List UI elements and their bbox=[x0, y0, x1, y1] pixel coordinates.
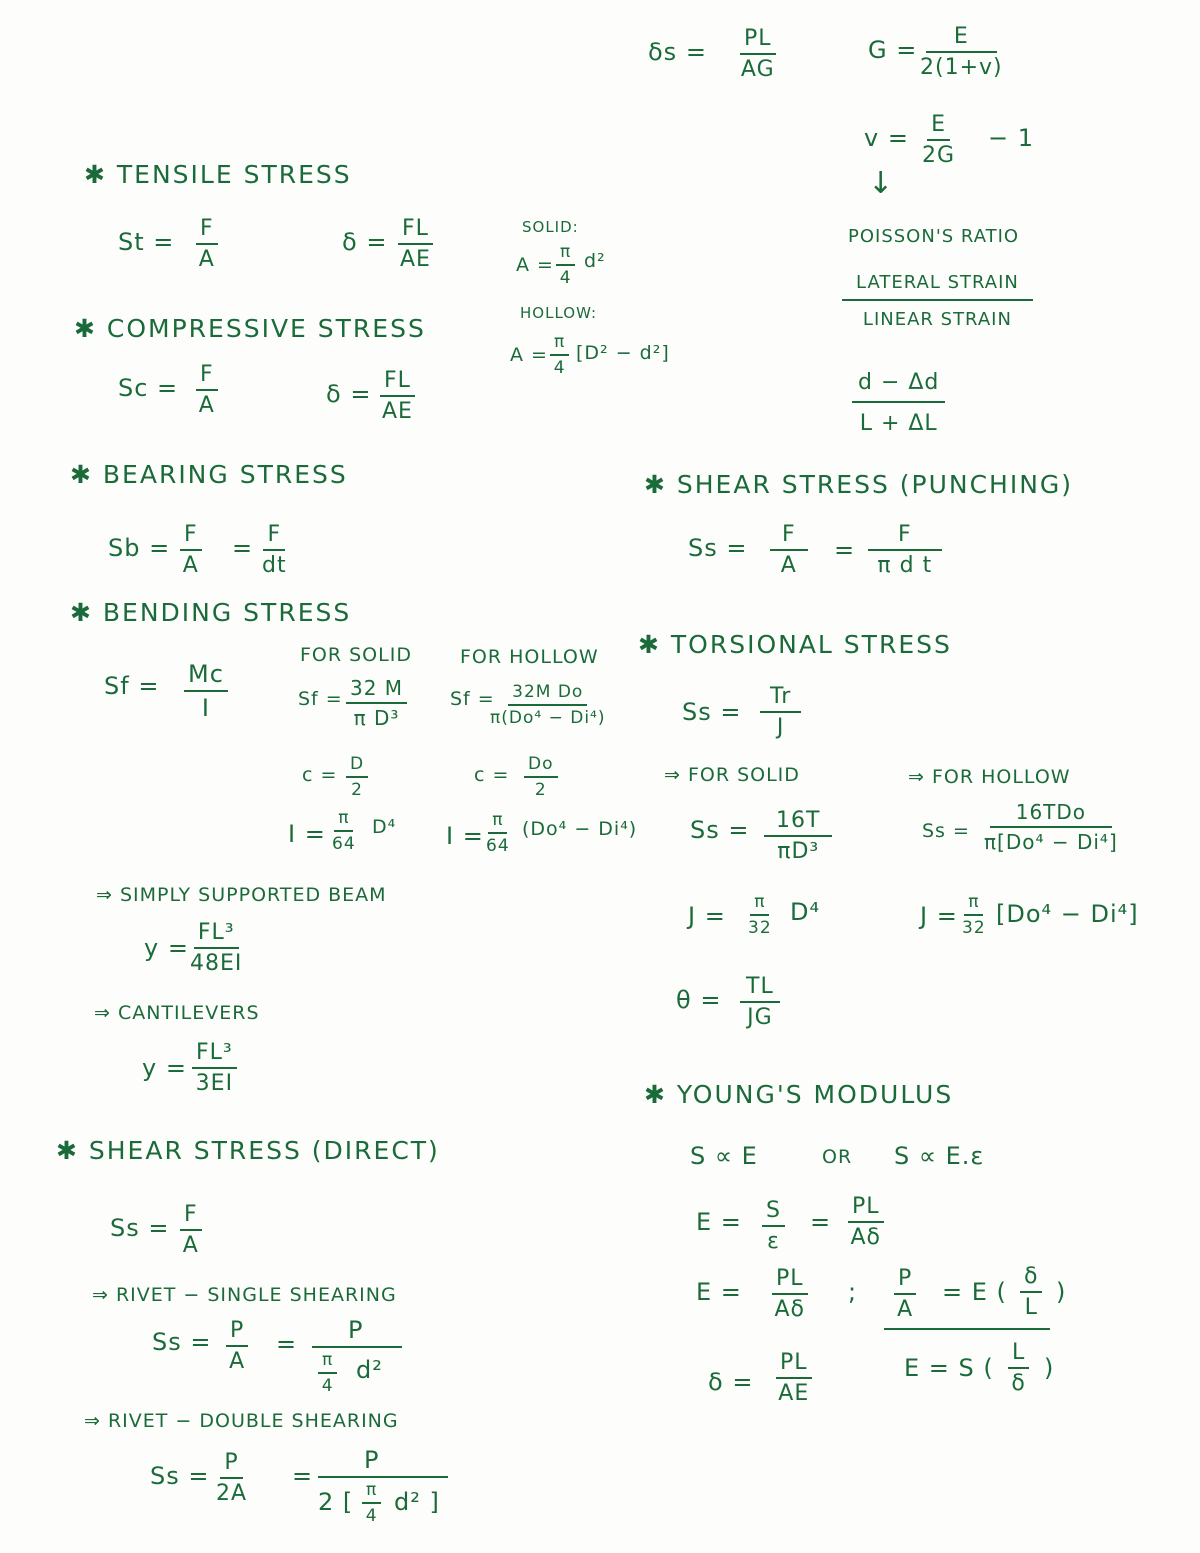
denominator: 2(1+v) bbox=[920, 55, 1003, 80]
close-paren: ) bbox=[1044, 1354, 1055, 1382]
denominator: A bbox=[182, 1233, 199, 1258]
fraction-bar bbox=[312, 1346, 402, 1348]
e1-fraction-1 bbox=[762, 1198, 785, 1254]
numerator: F bbox=[868, 522, 942, 551]
delta-fraction bbox=[776, 1350, 812, 1406]
two-bracket: 2 [ bbox=[318, 1488, 354, 1516]
hollow-area-fraction bbox=[550, 332, 569, 378]
semicolon: ; bbox=[848, 1278, 858, 1306]
proportional-1: S ∝ E bbox=[690, 1142, 758, 1170]
arrow-down-icon: ↓ bbox=[868, 166, 894, 201]
rivet-single-heading: ⇒ RIVET − SINGLE SHEARING bbox=[92, 1284, 397, 1306]
torsional-heading: ✱ TORSIONAL STRESS bbox=[638, 630, 952, 659]
hollow-sf-lhs: Sf = bbox=[450, 688, 495, 710]
poissons-ratio-label: POISSON'S RATIO bbox=[848, 226, 1020, 247]
sf-lhs: Sf = bbox=[104, 672, 160, 700]
s1-fraction-1 bbox=[226, 1318, 248, 1374]
denominator: L + ΔL bbox=[859, 411, 938, 436]
sb-fraction-2 bbox=[262, 522, 287, 578]
torsion-for-solid-label: ⇒ FOR SOLID bbox=[664, 764, 800, 786]
ss-direct-fraction bbox=[180, 1202, 202, 1258]
numerator: PL bbox=[772, 1266, 808, 1295]
denominator: π[Do⁴ − Di⁴] bbox=[984, 830, 1118, 854]
numerator: L bbox=[1008, 1340, 1029, 1369]
numerator: P bbox=[348, 1316, 364, 1344]
shear-direct-heading: ✱ SHEAR STRESS (DIRECT) bbox=[56, 1136, 440, 1165]
equals: = bbox=[810, 1208, 832, 1236]
denominator: A bbox=[198, 393, 215, 418]
torsion-solid-fraction bbox=[764, 808, 832, 864]
st-fraction bbox=[196, 216, 218, 272]
c-hollow-fraction bbox=[524, 754, 558, 800]
pa-fraction bbox=[894, 1266, 916, 1322]
numerator: F bbox=[196, 362, 218, 391]
theta-fraction bbox=[740, 974, 780, 1030]
denominator: A bbox=[182, 553, 199, 578]
numerator: E bbox=[926, 24, 997, 53]
c-solid-fraction bbox=[346, 754, 368, 800]
numerator: F bbox=[180, 1202, 202, 1231]
denominator: 3EI bbox=[195, 1071, 234, 1096]
numerator: 32 M bbox=[346, 676, 407, 704]
close-paren: ) bbox=[1056, 1278, 1067, 1306]
g-fraction bbox=[920, 24, 1003, 80]
strain-fraction bbox=[1020, 1264, 1042, 1320]
g-lhs: G = bbox=[868, 36, 918, 64]
y2-fraction bbox=[192, 1040, 237, 1096]
numerator: F bbox=[770, 522, 808, 551]
torsion-for-hollow-label: ⇒ FOR HOLLOW bbox=[908, 766, 1071, 788]
strain-ratio-fraction bbox=[842, 272, 1033, 330]
numerator: S bbox=[762, 1198, 785, 1227]
numerator: π bbox=[750, 892, 769, 916]
denominator: A bbox=[897, 1297, 914, 1322]
denominator: AE bbox=[399, 247, 431, 272]
youngs-modulus-heading: ✱ YOUNG'S MODULUS bbox=[644, 1080, 954, 1109]
e2-fraction bbox=[772, 1266, 808, 1322]
numerator: FL bbox=[398, 216, 433, 245]
compressive-delta-fraction bbox=[380, 368, 415, 424]
j-hollow-fraction bbox=[962, 892, 986, 938]
ss-direct-lhs: Ss = bbox=[110, 1214, 170, 1242]
denominator: δ bbox=[1011, 1371, 1026, 1396]
compressive-delta-lhs: δ = bbox=[326, 380, 372, 408]
denominator: 2G bbox=[922, 143, 956, 168]
fraction-bar bbox=[318, 1476, 448, 1478]
numerator: π bbox=[550, 332, 569, 356]
s1-lhs: Ss = bbox=[152, 1328, 212, 1356]
delta-s-fraction bbox=[740, 26, 776, 82]
for-solid-label: FOR SOLID bbox=[300, 644, 412, 666]
c-solid-lhs: c = bbox=[302, 764, 338, 786]
c-hollow-lhs: c = bbox=[474, 764, 510, 786]
denominator: A bbox=[780, 553, 797, 578]
denominator: AE bbox=[778, 1381, 810, 1406]
i-hollow-fraction bbox=[486, 810, 510, 856]
numerator: P bbox=[220, 1450, 242, 1479]
s2-lhs: Ss = bbox=[150, 1462, 210, 1490]
numerator: δ bbox=[1020, 1264, 1042, 1293]
delta-s-lhs: δs = bbox=[648, 38, 707, 66]
hollow-area-lhs: A = bbox=[510, 344, 548, 366]
sc-fraction bbox=[196, 362, 218, 418]
s2-fraction-1 bbox=[216, 1450, 247, 1506]
denominator: AE bbox=[381, 399, 413, 424]
sb-lhs: Sb = bbox=[108, 534, 171, 562]
i-solid-lhs: I = bbox=[288, 820, 326, 848]
denominator: 32 bbox=[962, 918, 986, 938]
hollow-label: HOLLOW: bbox=[520, 304, 598, 322]
denominator: 4 bbox=[553, 358, 566, 378]
numerator: π bbox=[334, 808, 353, 832]
e3-fraction bbox=[1008, 1340, 1029, 1396]
tensile-delta-lhs: δ = bbox=[342, 228, 388, 256]
i-solid-rhs: D⁴ bbox=[372, 816, 397, 838]
denominator: J bbox=[776, 715, 785, 740]
e3-lhs: E = S ( bbox=[904, 1354, 994, 1382]
cantilevers-heading: ⇒ CANTILEVERS bbox=[94, 1002, 260, 1024]
numerator: FL³ bbox=[192, 1040, 237, 1069]
equals-e-paren: = E ( bbox=[942, 1278, 1007, 1306]
denominator: 48EI bbox=[190, 951, 243, 976]
bearing-heading: ✱ BEARING STRESS bbox=[70, 460, 348, 489]
y2-lhs: y = bbox=[142, 1054, 187, 1082]
numerator: P bbox=[364, 1446, 380, 1474]
sf-fraction bbox=[184, 660, 228, 722]
numerator: π bbox=[318, 1350, 337, 1374]
shear-punching-heading: ✱ SHEAR STRESS (PUNCHING) bbox=[644, 470, 1074, 499]
solid-label: SOLID: bbox=[522, 218, 579, 236]
j-solid-fraction bbox=[748, 892, 772, 938]
denominator: ε bbox=[767, 1229, 780, 1254]
numerator: 16T bbox=[764, 808, 832, 837]
torsion-hollow-fraction bbox=[984, 800, 1118, 854]
sc-lhs: Sc = bbox=[118, 374, 179, 402]
y1-lhs: y = bbox=[144, 934, 189, 962]
theta-lhs: θ = bbox=[676, 986, 722, 1014]
denominator: 64 bbox=[332, 834, 356, 854]
i-solid-fraction bbox=[332, 808, 356, 854]
numerator: 16TDo bbox=[990, 800, 1112, 828]
equals: = bbox=[276, 1330, 298, 1358]
numerator: Tr bbox=[760, 684, 801, 713]
minus-one: − 1 bbox=[988, 124, 1035, 152]
st-lhs: St = bbox=[118, 228, 175, 256]
j-hollow-lhs: J = bbox=[920, 902, 958, 930]
numerator: F bbox=[196, 216, 218, 245]
d-squared: d² bbox=[356, 1356, 383, 1384]
torsion-solid-lhs: Ss = bbox=[690, 816, 750, 844]
denominator: I bbox=[201, 694, 210, 722]
denominator: LINEAR STRAIN bbox=[862, 309, 1012, 330]
numerator: P bbox=[894, 1266, 916, 1295]
numerator: PL bbox=[776, 1350, 812, 1379]
numerator: PL bbox=[848, 1194, 884, 1223]
denominator: A bbox=[198, 247, 215, 272]
numerator: TL bbox=[740, 974, 780, 1003]
solid-area-lhs: A = bbox=[516, 254, 554, 276]
tensile-heading: ✱ TENSILE STRESS bbox=[84, 160, 352, 189]
proportional-2: S ∝ E.ε bbox=[894, 1142, 985, 1170]
denominator: dt bbox=[262, 553, 287, 578]
denominator: L bbox=[1024, 1295, 1038, 1320]
d-squared-bracket: d² ] bbox=[394, 1488, 440, 1516]
sb-fraction-1 bbox=[180, 522, 202, 578]
numerator: F bbox=[263, 522, 285, 551]
denominator: JG bbox=[747, 1005, 773, 1030]
rivet-double-heading: ⇒ RIVET − DOUBLE SHEARING bbox=[84, 1410, 399, 1432]
i-hollow-rhs: (Do⁴ − Di⁴) bbox=[522, 818, 638, 840]
solid-area-rhs: d² bbox=[584, 250, 606, 272]
for-hollow-label: FOR HOLLOW bbox=[460, 646, 599, 668]
ss-punch-lhs: Ss = bbox=[688, 534, 748, 562]
numerator: PL bbox=[740, 26, 776, 55]
torsion-hollow-lhs: Ss = bbox=[922, 820, 970, 842]
ss-torsion-fraction bbox=[760, 684, 801, 740]
strain-dimension-fraction bbox=[852, 370, 945, 436]
denominator: 4 bbox=[365, 1506, 378, 1526]
numerator: π bbox=[964, 892, 983, 916]
denominator: 2 bbox=[351, 780, 363, 800]
bending-heading: ✱ BENDING STRESS bbox=[70, 598, 352, 627]
solid-sf-fraction bbox=[346, 676, 407, 730]
numerator: LATERAL STRAIN bbox=[842, 272, 1033, 301]
solid-sf-lhs: Sf = bbox=[298, 688, 343, 710]
delta-lhs: δ = bbox=[708, 1368, 754, 1396]
hollow-sf-fraction bbox=[490, 682, 606, 728]
pi-over-four bbox=[362, 1480, 381, 1526]
numerator: Mc bbox=[184, 660, 228, 692]
numerator: d − Δd bbox=[852, 370, 945, 403]
solid-area-fraction bbox=[556, 242, 575, 288]
y1-fraction bbox=[190, 920, 242, 976]
j-solid-rhs: D⁴ bbox=[790, 898, 821, 926]
e1-fraction-2 bbox=[848, 1194, 884, 1250]
j-solid-lhs: J = bbox=[688, 902, 726, 930]
numerator: π bbox=[362, 1480, 381, 1504]
equals: = bbox=[292, 1462, 314, 1490]
numerator: FL bbox=[380, 368, 415, 397]
tensile-delta-fraction bbox=[398, 216, 433, 272]
denominator: Aδ bbox=[850, 1225, 882, 1250]
numerator: F bbox=[180, 522, 202, 551]
denominator: π d t bbox=[877, 553, 933, 578]
e2-lhs: E = bbox=[696, 1278, 742, 1306]
hollow-area-rhs: [D² − d²] bbox=[576, 342, 670, 364]
e1-lhs: E = bbox=[696, 1208, 742, 1236]
j-hollow-rhs: [Do⁴ − Di⁴] bbox=[996, 900, 1139, 928]
denominator: A bbox=[229, 1349, 246, 1374]
i-hollow-lhs: I = bbox=[446, 822, 484, 850]
compressive-heading: ✱ COMPRESSIVE STRESS bbox=[74, 314, 426, 343]
denominator: 2A bbox=[216, 1481, 248, 1506]
equals: = bbox=[232, 534, 254, 562]
denominator: 32 bbox=[748, 918, 772, 938]
equals: = bbox=[834, 536, 856, 564]
denominator: π(Do⁴ − Di⁴) bbox=[490, 708, 606, 728]
denominator: 2 bbox=[534, 780, 547, 800]
denominator: Aδ bbox=[774, 1297, 806, 1322]
numerator: D bbox=[346, 754, 368, 778]
pi-over-four bbox=[318, 1350, 337, 1396]
numerator: 32M Do bbox=[508, 682, 587, 706]
simply-supported-heading: ⇒ SIMPLY SUPPORTED BEAM bbox=[96, 884, 387, 906]
denominator: 4 bbox=[559, 268, 572, 288]
ss-punch-fraction-2 bbox=[868, 522, 942, 578]
v-fraction bbox=[922, 112, 955, 168]
denominator: AG bbox=[740, 57, 775, 82]
denominator: πD³ bbox=[777, 839, 820, 864]
ss-torsion-lhs: Ss = bbox=[682, 698, 742, 726]
numerator: π bbox=[488, 810, 507, 834]
divider-line bbox=[884, 1328, 1050, 1330]
or-label: OR bbox=[822, 1146, 853, 1168]
numerator: P bbox=[226, 1318, 248, 1347]
denominator: 64 bbox=[486, 836, 510, 856]
numerator: FL³ bbox=[194, 920, 239, 949]
denominator: 4 bbox=[321, 1376, 334, 1396]
numerator: Do bbox=[524, 754, 558, 778]
denominator: π D³ bbox=[353, 706, 400, 730]
v-lhs: v = bbox=[864, 124, 909, 152]
numerator: E bbox=[927, 112, 950, 141]
ss-punch-fraction-1 bbox=[770, 522, 808, 578]
numerator: π bbox=[556, 242, 575, 266]
